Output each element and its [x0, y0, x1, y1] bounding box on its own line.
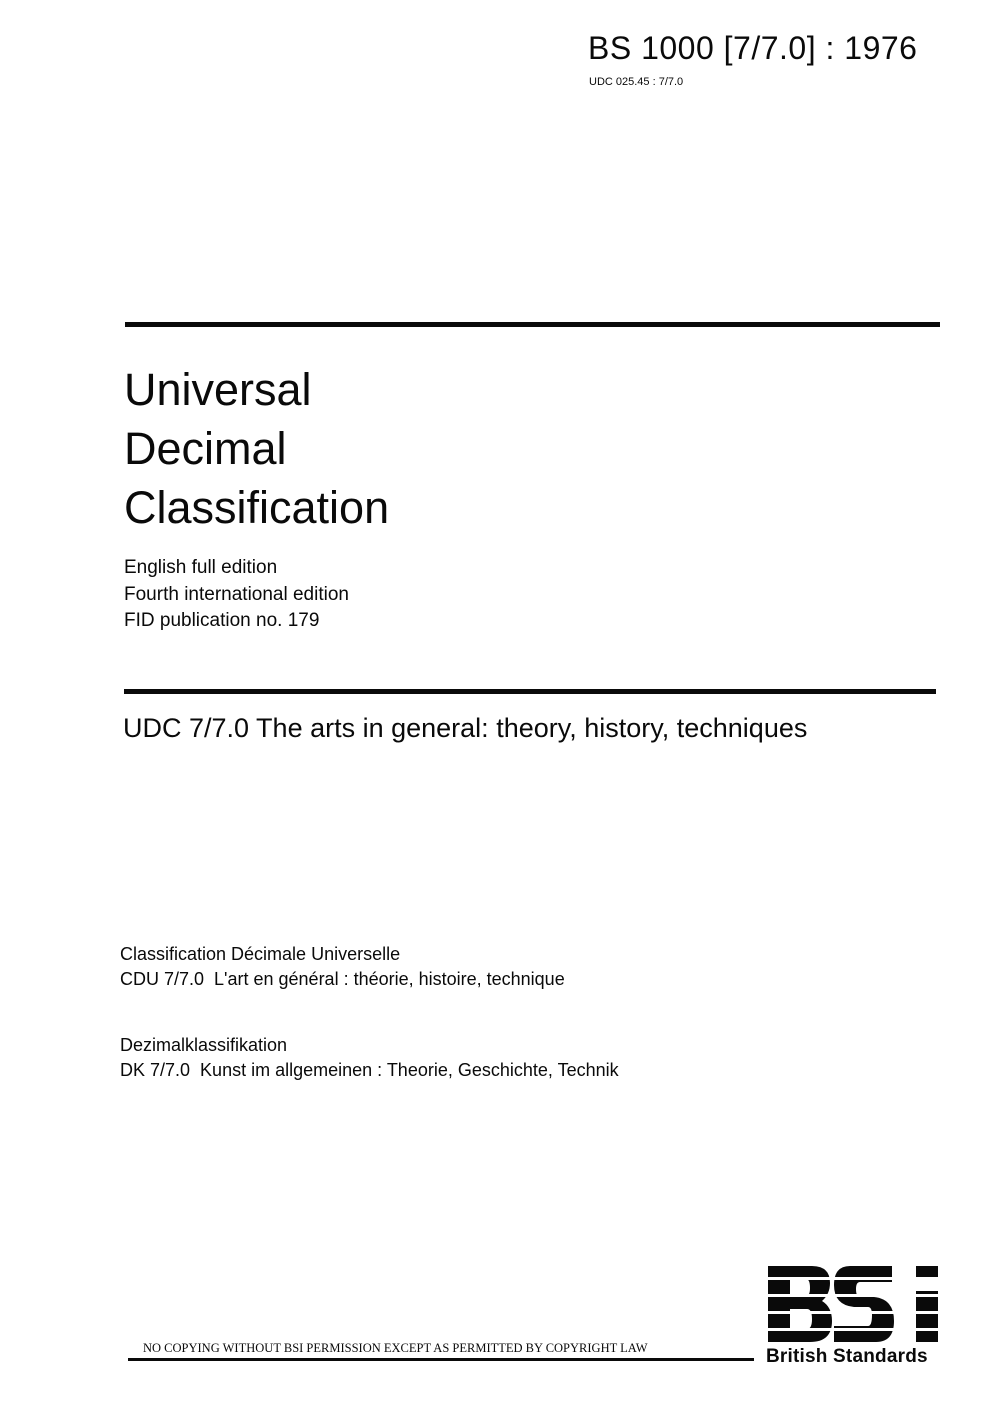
edition-line-1: English full edition [124, 557, 278, 578]
german-heading: Dezimalklassifikation [120, 1035, 288, 1055]
german-title-block [120, 1033, 619, 1083]
french-subject-line [120, 967, 565, 992]
top-rule [125, 322, 940, 327]
standard-number: BS 1000 [7/7.0] : 1976 [588, 30, 918, 66]
french-description: L'art en général : théorie, histoire, technique [214, 969, 565, 989]
title-line-2: Decimal [124, 423, 287, 474]
bottom-rule [128, 1358, 754, 1361]
document-title [124, 360, 389, 537]
edition-line-2: Fourth international edition [124, 583, 349, 605]
middle-rule [124, 689, 936, 694]
french-heading: Classification Décimale Universelle [120, 944, 401, 964]
copyright-notice: NO COPYING WITHOUT BSI PERMISSION EXCEPT AS PERMITTED BY COPYRIGHT LAW [143, 1341, 648, 1355]
german-description: Kunst im allgemeinen : Theorie, Geschichte, Technik [200, 1060, 619, 1080]
udc-code: UDC 025.45 : 7/7.0 [589, 76, 684, 88]
edition-line-3: FID publication no. 179 [124, 610, 320, 631]
title-line-1: Universal [124, 364, 312, 415]
german-code: DK 7/7.0 [120, 1060, 191, 1080]
title-line-3: Classification [124, 482, 390, 533]
edition-info [124, 555, 349, 635]
subject-heading: UDC 7/7.0 The arts in general: theory, history, techniques [123, 713, 808, 743]
bsi-wordmark: British Standards [766, 1346, 928, 1367]
french-code: CDU 7/7.0 [120, 969, 205, 989]
french-title-block [120, 942, 565, 992]
german-subject-line [120, 1058, 619, 1083]
